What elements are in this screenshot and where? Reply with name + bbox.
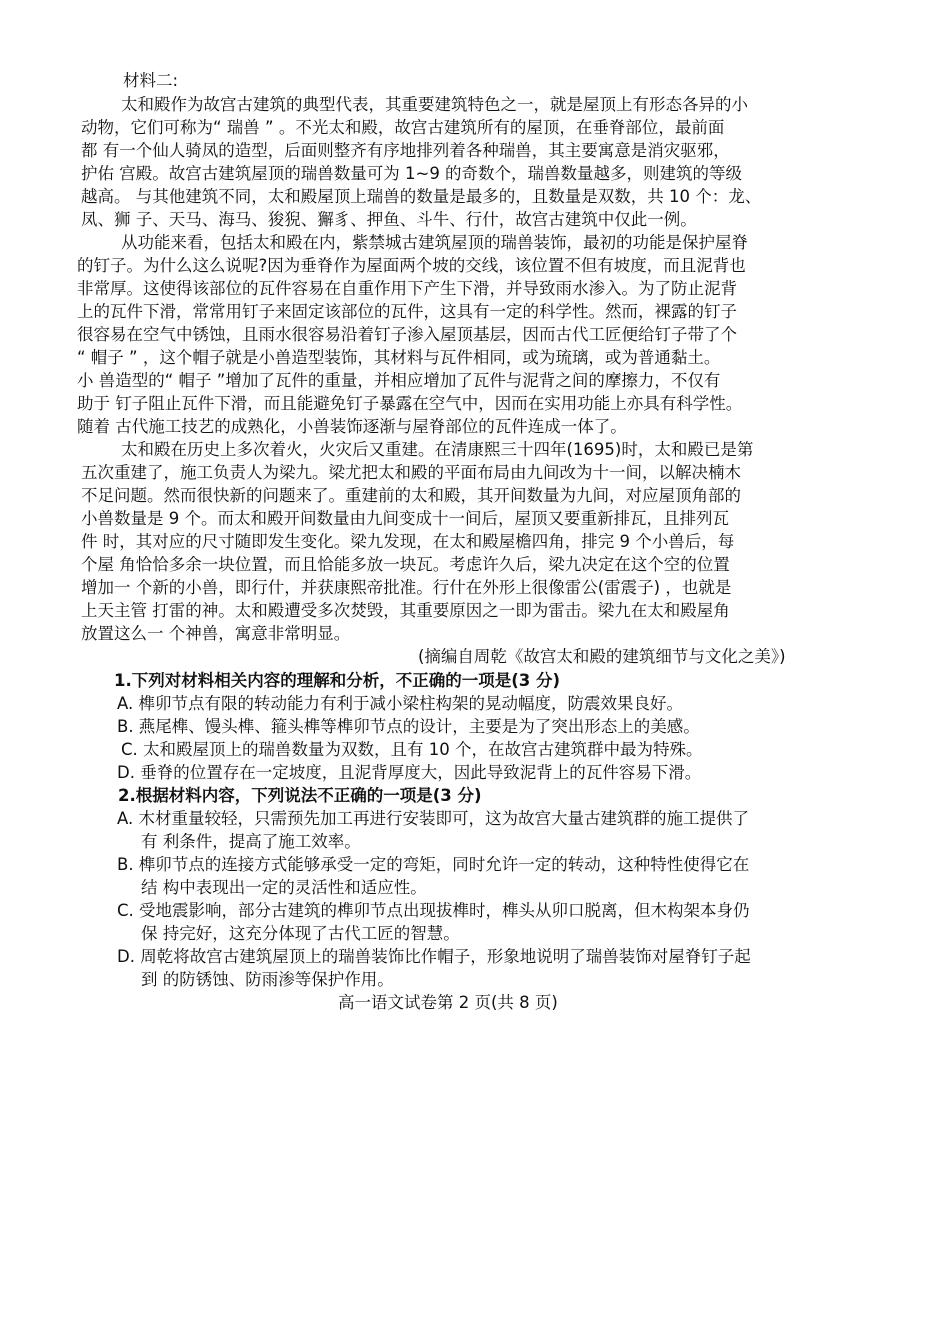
paragraph-line: 个屋 角恰恰多余一块位置，而且恰能多放一块瓦。考虑许久后，梁九决定在这个空的位置 [81, 555, 730, 574]
paragraph-line: 越高。 与其他建筑不同，太和殿屋顶上瑞兽的数量是最多的，且数量是双数，共 10 个：龙、 [81, 187, 762, 206]
paragraph-line: 助于 钉子阻止瓦件下滑，而且能避免钉子暴露在空气中，因而在实用功能上亦具有科学性。 [77, 394, 743, 413]
paragraph-line: 上天主管 打雷的神。太和殿遭受多次焚毁，其重要原因之一即为雷击。梁九在太和殿屋角 [81, 601, 730, 620]
paragraph-line: 放置这么一 个神兽，寓意非常明显。 [81, 624, 351, 643]
paragraph-line: 增加一 个新的小兽，即行什，并获康熙帝批准。行什在外形上很像雷公(雷震子) ，也就是 [81, 578, 732, 597]
page-footer: 高一语文试卷第 2 页(共 8 页) [338, 993, 558, 1012]
q2-option-c-cont: 保 持完好，这充分体现了古代工匠的智慧。 [141, 924, 460, 943]
q1-option-b: B. 燕尾榫、馒头榫、箍头榫等榫卯节点的设计，主要是为了突出形态上的美感。 [117, 717, 700, 736]
paragraph-line: 太和殿作为故宫古建筑的典型代表，其重要建筑特色之一，就是屋顶上有形态各异的小 [121, 95, 748, 114]
material-heading: 材料二: [123, 71, 179, 90]
paragraph-line: “ 帽子 ” ，这个帽子就是小兽造型装饰，其材料与瓦件相同，或为琉璃，或为普通黏土。 [77, 348, 721, 367]
question-2-stem: 2.根据材料内容，下列说法不正确的一项是(3 分) [118, 786, 482, 805]
paragraph-line: 凤、狮 子、天马、海马、狻猊、獬豸、押鱼、斗牛、行什，故宫古建筑中仅此一例。 [81, 210, 697, 229]
paragraph-line: 小 兽造型的“ 帽子 ”增加了瓦件的重量，并相应增加了瓦件与泥背之间的摩擦力，不仅有 [77, 371, 721, 390]
paragraph-line: 动物，它们可称为“ 瑞兽 ” 。不光太和殿，故宫古建筑所有的屋顶，在垂脊部位，最前面 [81, 118, 725, 137]
q1-option-d: D. 垂脊的位置存在一定坡度，且泥背厚度大，因此导致泥背上的瓦件容易下滑。 [117, 763, 702, 782]
q2-option-c: C. 受地震影响，部分古建筑的榫卯节点出现拔榫时，榫头从卯口脱离，但木构架本身仍 [117, 901, 750, 920]
paragraph-line: 太和殿在历史上多次着火，火灾后又重建。在清康熙三十四年(1695)时，太和殿已是第 [121, 440, 754, 459]
paragraph-line: 小兽数量是 9 个。而太和殿开间数量由九间变成十一间后，屋顶又要重新排瓦，且排列瓦 [81, 509, 729, 528]
paragraph-line: 非常厚。这使得该部位的瓦件容易在自重作用下产生下滑，并导致雨水渗入。为了防止泥背 [77, 279, 737, 298]
q1-option-c: C. 太和殿屋顶上的瑞兽数量为双数，且有 10 个，在故宫古建筑群中最为特殊。 [121, 740, 703, 759]
paragraph-line: 护佑 宫殿。故宫古建筑屋顶的瑞兽数量可为 1~9 的奇数个，瑞兽数量越多，则建筑的等级 [81, 164, 743, 183]
paragraph-line: 五次重建了，施工负责人为梁九。梁尤把太和殿的平面布局由九间改为十一间，以解决楠木 [81, 463, 741, 482]
q2-option-a-cont: 有 利条件，提高了施工效率。 [141, 832, 361, 851]
q2-option-d: D. 周乾将故宫古建筑屋顶上的瑞兽装饰比作帽子，形象地说明了瑞兽装饰对屋脊钉子起 [117, 947, 751, 966]
paragraph-line: 很容易在空气中锈蚀，且雨水很容易沿着钉子渗入屋顶基层，因而古代工匠便给钉子带了个 [77, 325, 737, 344]
source-citation: (摘编自周乾《故宫太和殿的建筑细节与文化之美》) [418, 647, 786, 666]
paragraph-line: 件 时，其对应的尺寸随即发生变化。梁九发现，在太和殿屋檐四角，排完 9 个小兽后，每 [81, 532, 735, 551]
paragraph-line: 不足问题。然而很快新的问题来了。重建前的太和殿，其开间数量为九间，对应屋顶角部的 [81, 486, 741, 505]
q2-option-b-cont: 结 构中表现出一定的灵活性和适应性。 [141, 878, 427, 897]
q2-option-d-cont: 到 的防锈蚀、防雨渗等保护作用。 [141, 970, 394, 989]
q1-option-a: A. 榫卯节点有限的转动能力有利于减小梁柱构架的晃动幅度，防震效果良好。 [117, 694, 683, 713]
q2-option-b: B. 榫卯节点的连接方式能够承受一定的弯矩，同时允许一定的转动，这种特性使得它在 [117, 855, 750, 874]
question-1-stem: 1.下列对材料相关内容的理解和分析，不正确的一项是(3 分) [114, 671, 561, 690]
paragraph-line: 都 有一个仙人骑凤的造型，后面则整齐有序地排列着各种瑞兽，其主要寓意是消灾驱邪， [81, 141, 730, 160]
paragraph-line: 上的瓦件下滑，常常用钉子来固定该部位的瓦件，这具有一定的科学性。然而，裸露的钉子 [77, 302, 737, 321]
q2-option-a: A. 木材重量较轻，只需预先加工再进行安装即可，这为故宫大量古建筑群的施工提供了 [117, 809, 749, 828]
paragraph-line: 随着 古代施工技艺的成熟化，小兽装饰逐渐与屋脊部位的瓦件连成一体了。 [77, 417, 627, 436]
paragraph-line: 的钉子。为什么这么说呢?因为垂脊作为屋面两个坡的交线，该位置不但有坡度，而且泥背也 [77, 256, 746, 275]
paragraph-line: 从功能来看，包括太和殿在内，紫禁城古建筑屋顶的瑞兽装饰，最初的功能是保护屋脊 [121, 233, 748, 252]
